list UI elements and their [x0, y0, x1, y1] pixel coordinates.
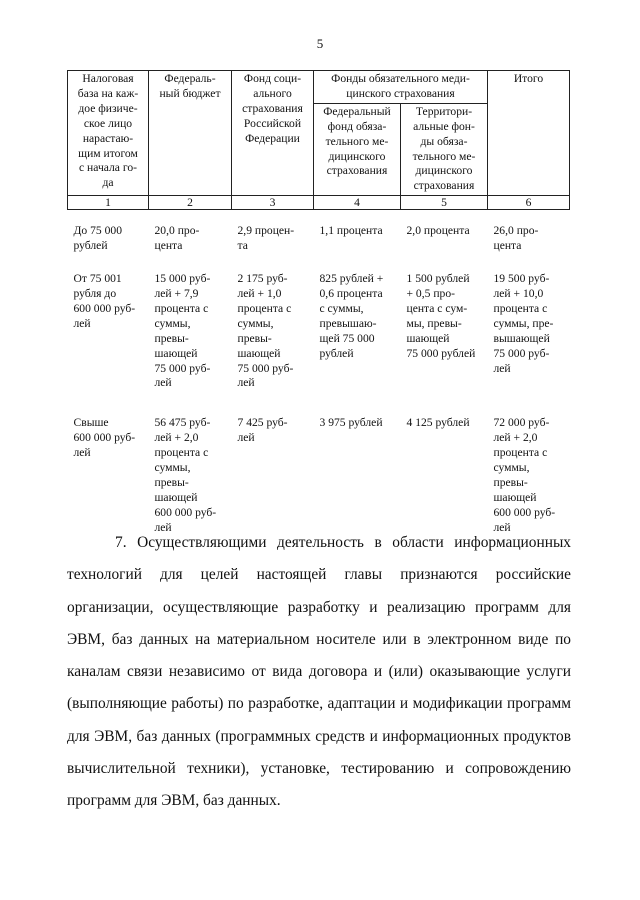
header-medical-funds-group: Фонды обязательного меди- цинского страхования	[314, 71, 488, 104]
table-row	[68, 416, 570, 535]
cell-federal-medical-fund: 3 975 рублей	[319, 416, 383, 430]
table-row	[68, 272, 570, 416]
header-federal-budget: Федераль- ный бюджет	[149, 71, 232, 196]
paragraph-7: 7. Осуществляющими деятельность в области информационных технологий для целей настоящей главы признаются российские организации, осуществляющие разработку и реализацию программ для ЭВМ, баз данных на материальном носителе или в электронном виде по каналам связи независимо от вида договора и (или) оказывающие услуги (выполняющие работы) по разработке, адаптации и модификации программ для ЭВМ, баз данных (программных средств и информационных продуктов вычислительной техники), установке, тестированию и сопровождению программ для ЭВМ, баз данных.	[67, 534, 571, 810]
cell-federal-medical-fund: 1,1 процента	[319, 224, 383, 238]
column-number: 1	[68, 196, 149, 210]
header-federal-medical-fund: Федеральный фонд обяза- тельного ме- дицинского страхования	[314, 103, 401, 195]
cell-territorial-medical-funds: 1 500 рублей + 0,5 про- цента с сум- мы, превы- шающей 75 000 рублей	[406, 272, 476, 360]
column-number: 4	[314, 196, 401, 210]
table-row	[68, 210, 570, 272]
tax-rates-table	[67, 70, 570, 536]
header-total: Итого	[488, 71, 570, 196]
cell-total: 72 000 руб- лей + 2,0 процента с суммы, превы- шающей 600 000 руб- лей	[493, 416, 556, 534]
page-number: 5	[316, 36, 324, 51]
cell-total: 19 500 руб- лей + 10,0 процента с суммы, пре- вышающей 75 000 руб- лей	[493, 272, 554, 375]
header-social-insurance-fund: Фонд соци- ального страхования Российской Федерации	[232, 71, 314, 196]
cell-tax-base: До 75 000 рублей	[73, 224, 122, 253]
cell-total: 26,0 про- цента	[493, 224, 539, 253]
column-number: 2	[149, 196, 232, 210]
cell-social-insurance-fund: 7 425 руб- лей	[237, 416, 288, 445]
header-territorial-medical-funds: Территори- альные фон- ды обяза- тельного ме- дицинского страхования	[401, 103, 488, 195]
cell-federal-budget: 56 475 руб- лей + 2,0 процента с суммы, превы- шающей 600 000 руб- лей	[154, 416, 217, 534]
header-tax-base: Налоговая база на каж- дое физиче- ское лицо нарастаю- щим итогом с начала го- да	[68, 71, 149, 196]
cell-social-insurance-fund: 2,9 процен- та	[237, 224, 295, 253]
column-number: 5	[401, 196, 488, 210]
cell-territorial-medical-funds: 4 125 рублей	[406, 416, 470, 430]
cell-tax-base: От 75 001 рубля до 600 000 руб- лей	[73, 272, 136, 330]
column-number: 6	[488, 196, 570, 210]
cell-federal-budget: 20,0 про- цента	[154, 224, 200, 253]
cell-federal-medical-fund: 825 рублей + 0,6 процента с суммы, превышаю- щей 75 000 рублей	[319, 272, 384, 360]
cell-territorial-medical-funds: 2,0 процента	[406, 224, 470, 238]
cell-tax-base: Свыше 600 000 руб- лей	[73, 416, 136, 460]
column-number: 3	[232, 196, 314, 210]
cell-federal-budget: 15 000 руб- лей + 7,9 процента с суммы, превы- шающей 75 000 руб- лей	[154, 272, 211, 390]
cell-social-insurance-fund: 2 175 руб- лей + 1,0 процента с суммы, превы- шающей 75 000 руб- лей	[237, 272, 294, 390]
